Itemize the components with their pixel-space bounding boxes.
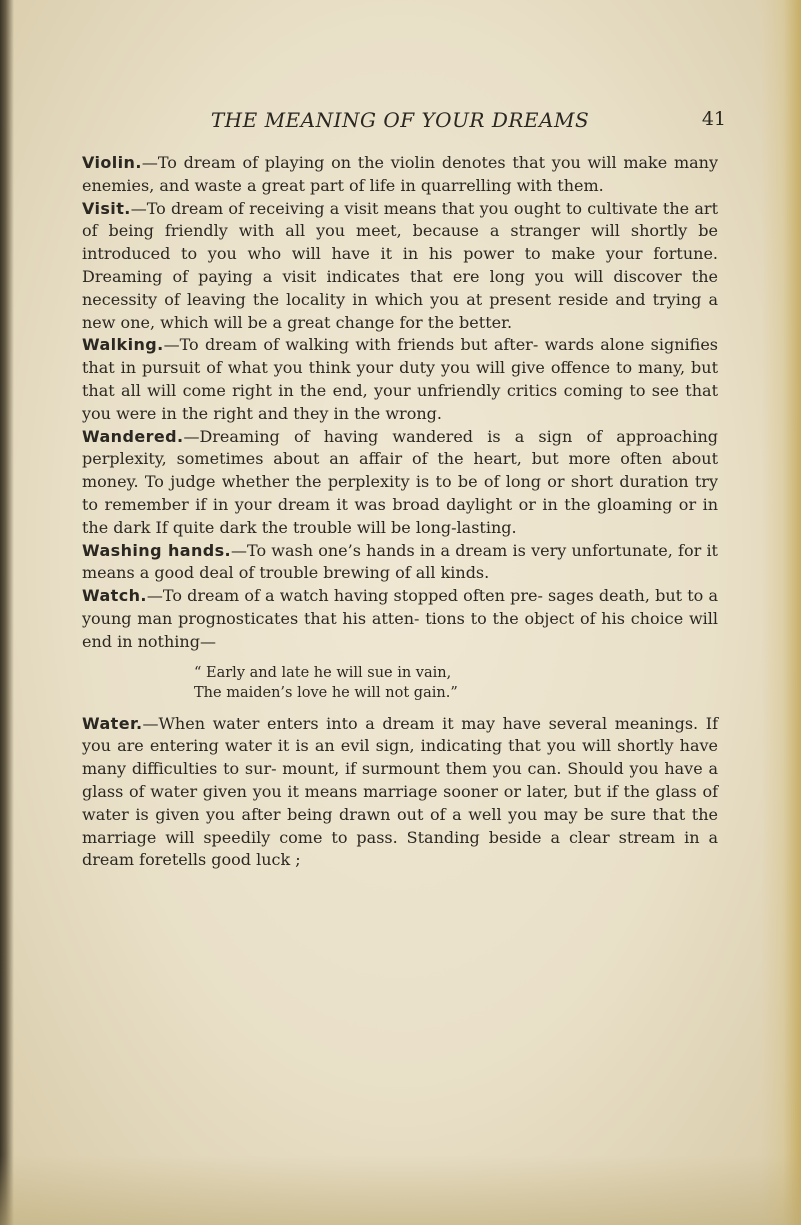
entry-text: —To dream of a watch having stopped often pre- sages death, but to a young man prognosticates that his atten- tions to the object of his choice will end in nothing— <box>82 586 718 651</box>
page-bottom-stain <box>0 1155 801 1225</box>
page-binding-shadow <box>0 0 14 1225</box>
verse-quote <box>194 663 718 703</box>
entry-text: —When water enters into a dream it may have several meanings. If you are entering water it is an evil sign, indicating that you will shortly have many difficulties to sur- mount, if surmount them you can. Should you have a glass of water given you it means marriage sooner or later, but if the glass of water is given you after being drawn out of a well you may be sure that the marriage will speedily come to pass. Standing beside a clear stream in a dream foretells good luck ; <box>82 713 718 870</box>
entry-term: Watch. <box>82 586 147 606</box>
page-edge-stain <box>761 0 801 1225</box>
entry-text: —Dreaming of having wandered is a sign of approaching perplexity, sometimes about an affair of the heart, but more often about money. To judge whether the perplexity is to be of long or short duration try to remember if in your dream it was broad daylight or in the gloaming or in the dark If quite dark the trouble will be long-lasting. <box>82 426 718 537</box>
entry-term: Water. <box>82 713 143 733</box>
entry-visit <box>82 198 718 335</box>
page-number: 41 <box>701 108 726 130</box>
entry-text: —To dream of walking with friends but after- wards alone signifies that in pursuit of what you think your duty you will give offence to many, but that all will come right in the end, your unfriendly critics coming to see that you were in the right and they in the wrong. <box>82 335 718 423</box>
entry-wandered <box>82 426 718 540</box>
entry-term: Violin. <box>82 153 142 172</box>
entry-walking <box>82 334 718 425</box>
verse-line-1: “ Early and late he will sue in vain, <box>194 664 452 681</box>
verse-line-2: The maiden’s love he will not gain.” <box>194 684 458 701</box>
entry-term: Washing hands. <box>82 540 232 560</box>
page-body <box>82 152 718 872</box>
entry-term: Walking. <box>82 335 164 355</box>
entry-watch <box>82 585 718 653</box>
running-head: THE MEANING OF YOUR DREAMS <box>210 108 590 132</box>
entry-text: —To wash one’s hands in a dream is very unfortunate, for it means a good deal of trouble brewing of all kinds. <box>82 540 718 583</box>
entry-term: Wandered. <box>82 426 184 446</box>
entry-term: Visit. <box>82 198 131 218</box>
entry-text: —To dream of receiving a visit means that you ought to cultivate the art of being friendly with all you meet, because a stranger will shortly be introduced to you who will have it in his power to make your fortune. Dreaming of paying a visit indicates that ere long you will discover the necessity of leaving the locality in which you at present reside and trying a new one, which will be a great change for the better. <box>82 198 718 332</box>
entry-washing-hands <box>82 540 718 586</box>
entry-water <box>82 713 718 873</box>
page-header <box>82 108 726 138</box>
entry-violin <box>82 152 718 198</box>
entry-text: —To dream of playing on the violin denotes that you will make many enemies, and waste a great part of life in quarrelling with them. <box>82 153 718 195</box>
